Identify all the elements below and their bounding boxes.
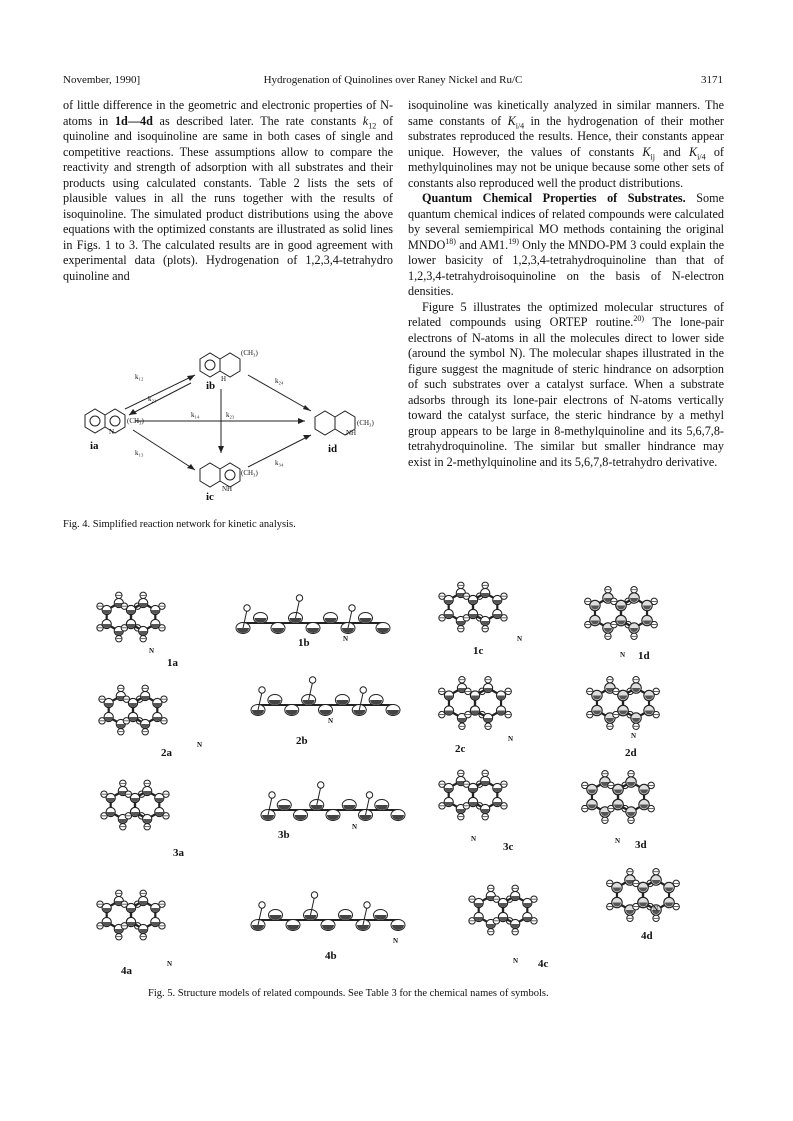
structure-2a (99, 685, 167, 735)
figure-5-caption: Fig. 5. Structure models of related compounds. See Table 3 for the chemical names of symbols. (148, 988, 549, 999)
structure-2c (439, 677, 512, 730)
n-1a: N (149, 647, 155, 655)
label-4a: 4a (121, 965, 132, 977)
label-1b: 1b (298, 637, 310, 649)
label-3a: 3a (173, 847, 184, 859)
header-title: Hydrogenation of Quinolines over Raney Nickel and Ru/C (263, 74, 523, 86)
ring-ib-right (220, 353, 240, 377)
structure-4c (469, 885, 537, 935)
n-1b: N (343, 635, 349, 643)
structure-4b (251, 892, 405, 931)
header-page-number: 3171 (701, 74, 723, 86)
label-2a: 2a (161, 747, 172, 759)
right-paragraph-2: Quantum Chemical Properties of Substrates. Some quantum chemical indices of related compounds were calculated by several semiempirical MO methods containing the original MNDO$^{18)}$ and AM1.$^{19)}$ Only the MNDO-PM 3 could explain the lower basicity of 1,2,3,4-tetrahydroquinoline than that of 1,2,3,4-tetrahydroisoquinoline on the basis of N-electron densities. (408, 191, 724, 298)
structure-2d (587, 677, 660, 730)
structure-4d (607, 869, 680, 922)
right-column (408, 98, 724, 470)
n-3c: N (471, 835, 477, 843)
label-3b: 3b (278, 829, 290, 841)
methyl-ia: (CH₃) (127, 417, 144, 425)
figure-4-reaction-network (63, 335, 393, 515)
rate-k24: k₂₄ (275, 377, 284, 385)
label-ia: ia (90, 440, 99, 452)
structure-1b (236, 595, 390, 634)
figure-4-caption: Fig. 4. Simplified reaction network for kinetic analysis. (63, 519, 296, 530)
nh-ic: NH (222, 485, 233, 493)
ring-ia-right (105, 409, 125, 433)
arrow-k21 (129, 383, 191, 415)
n-4c: N (513, 957, 519, 965)
structure-1d (585, 587, 658, 640)
right-paragraph-3: Figure 5 illustrates the optimized molecular structures of related compounds using ORTEP routine.$^{20)}$ The lone-pair electrons of N-atoms in all the molecules direct to lower side (around the symbol N). The molecular shapes illustrated in the figure suggest the magnitude of steric hindrance on adsorption of such substrates over a catalyst surface. When a substrate adsorbs through its lone-pair electrons of N-atoms vertically toward the catalyst surface, the steric hindrance by a methyl group appears to be large in 8-methylquinoline and its 5,6,7,8-tetrahydroquinoline. The similar but smaller hindrance may exist in 2-methylquinoline and its 5,6,7,8-tetrahydro derivative. (408, 299, 724, 469)
structure-3c (439, 770, 507, 820)
label-3c: 3c (503, 841, 514, 853)
structure-1c (439, 582, 507, 632)
header-date: November, 1990] (63, 74, 141, 86)
label-id: id (328, 443, 338, 455)
structure-3a (101, 780, 169, 830)
methyl-id: (CH₃) (357, 419, 374, 427)
label-1d: 1d (638, 650, 650, 662)
left-paragraph: of little difference in the geometric and electronic properties of N-atoms in 1d—4d as described later. The rate constants $k_{12}$ of quinoline and isoquinoline are same in both cases of single and competitive reactions. These assumptions allow to compare the reactivity and strength of adsorption with all substrates and their products using calculated constants. Table 2 lists the sets of plausible values in all the runs together with the results of isoquinoline. The simulated product distributions using the above equations with the optimized constants are illustrated as solid lines in Figs. 1 to 3. The calculated results are in good agreement with experimental data (plots). Hydrogenation of 1,2,3,4-tetrahydro quinoline and (63, 98, 394, 283)
rate-k12: k₁₂ (135, 373, 144, 381)
ring-ia-left (85, 409, 105, 433)
rate-k14: k₁₄ (191, 411, 200, 419)
ring-ic-left (200, 463, 220, 487)
nh-id: NH (346, 429, 357, 437)
structure-3b (261, 782, 405, 821)
ortep-structures (63, 565, 723, 985)
n-2b: N (328, 717, 334, 725)
label-4c: 4c (538, 958, 549, 970)
n-1d: N (620, 651, 626, 659)
section-heading: Quantum Chemical Properties of Substrates. (422, 191, 686, 205)
structure-3d (582, 771, 655, 824)
methyl-ic: (CH₃) (241, 469, 258, 477)
running-header (63, 74, 723, 88)
n-2c: N (508, 735, 514, 743)
n-4a: N (167, 960, 173, 968)
ring-ic-right (220, 463, 240, 487)
left-column (63, 98, 393, 284)
n-3b: N (352, 823, 358, 831)
label-1a: 1a (167, 657, 178, 669)
n-2d: N (631, 732, 637, 740)
label-4d: 4d (641, 930, 653, 942)
n-2a: N (197, 741, 203, 749)
label-3d: 3d (635, 839, 647, 851)
label-2c: 2c (455, 743, 466, 755)
label-ib: ib (206, 380, 216, 392)
n-ia: N (109, 428, 115, 436)
label-4b: 4b (325, 950, 337, 962)
structure-4a (97, 890, 165, 940)
n-3d: N (615, 837, 621, 845)
label-2b: 2b (296, 735, 308, 747)
structure-2b (251, 677, 400, 716)
label-2d: 2d (625, 747, 637, 759)
rate-k13: k₁₃ (135, 449, 144, 457)
rate-k21: k₂₁ (148, 395, 157, 403)
rate-k34: k₃₄ (275, 459, 284, 467)
methyl-ib: (CH₃) (241, 349, 258, 357)
rate-k23: k₂₃ (226, 411, 235, 419)
label-1c: 1c (473, 645, 484, 657)
structure-1a (97, 592, 165, 642)
figure-5-structure-models (63, 565, 723, 985)
h-ib: H (221, 375, 227, 383)
n-4d: N (653, 905, 659, 913)
ring-ib-left (200, 353, 220, 377)
n-4b: N (393, 937, 399, 945)
n-1c: N (517, 635, 523, 643)
right-paragraph-1: isoquinoline was kinetically analyzed in similar manners. The same constants of $K_{i/4}$ in the hydrogenation of their mother substrates reproduced the results. Hence, their constants appear unique. However, the values of constants $K_{ij}$ and $K_{i/4}$ of methylquinolines may not be unique because some other sets of constants also reproduced well the product distributions. (408, 98, 724, 190)
label-ic: ic (206, 491, 214, 503)
ring-id-left (315, 411, 335, 435)
